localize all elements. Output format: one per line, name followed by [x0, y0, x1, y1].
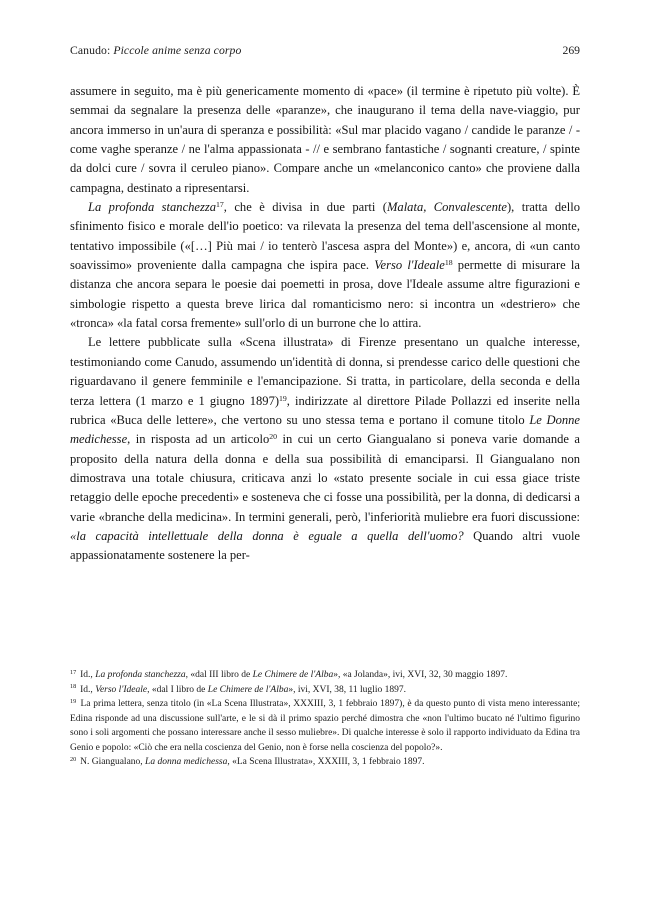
running-head-title	[70, 44, 241, 57]
page-number: 269	[562, 44, 580, 57]
text-run: Id.,	[77, 670, 96, 680]
paragraph-2	[70, 198, 580, 333]
paragraph-3	[70, 333, 580, 565]
italic-run: Verso l'Ideale	[95, 684, 148, 695]
footnote-18	[70, 683, 580, 698]
italic-run: Le Donne medichesse	[70, 412, 581, 447]
text-run: , in risposta ad un articolo	[127, 432, 270, 447]
footnote-reference[interactable]: 20	[269, 432, 278, 442]
paragraph-1	[70, 82, 580, 198]
running-head	[70, 44, 580, 62]
text-run: N. Giangualano,	[77, 757, 146, 768]
footnotes-block	[70, 668, 580, 770]
footnote-reference[interactable]: 18	[444, 258, 453, 268]
italic-run: «la capacità intellettuale della donna è eguale a quella dell'uomo?	[70, 528, 464, 543]
running-head-author: Canudo:	[70, 44, 114, 57]
text-run: », ivi, XVI, 38, 11 luglio 1897.	[288, 684, 406, 695]
italic-run: La donna medichessa	[145, 757, 228, 768]
body-text	[70, 82, 580, 566]
footnote-reference[interactable]: 19	[279, 393, 287, 403]
text-run: permette di misurare la distanza che ancora separa le poesie dai poemetti in prosa, dove l'Ideale assume altre figurazioni e simbologie rispetto a questa breve lirica dal romanticismo nero: si incontra un «destriero» che «tronca» «la fatal corsa fremente» sull'orlo di un burrone che lo attira.	[70, 258, 580, 331]
footnote-marker: 17	[70, 668, 77, 676]
italic-run: Le Chimere de l'Alba	[252, 670, 334, 680]
footnote-marker: 19	[70, 697, 77, 705]
footnote-17	[70, 668, 580, 683]
footnote-marker: 20	[70, 756, 77, 764]
text-run: , «dal I libro de	[147, 684, 208, 695]
footnote-marker: 18	[70, 683, 77, 691]
text-run: in cui un certo Giangualano si poneva varie domande a proposito della natura della donna e della sua possibilità di emanciparsi. Il Giangualano non dimostrava una totale chiusura, criticava anzi lo «stato presente sociale in cui essa giace triste retaggio delle epoche precedenti» e sosteneva che ci fosse una possibilità, per la donna, di dedicarsi a varie «branche della medicina». In termini generali, però, l'inferiorità muliebre era fuori discussione:	[70, 432, 580, 524]
text-run: Id.,	[77, 684, 96, 695]
text-run: , «dal III libro de	[185, 670, 253, 680]
text-run: », «a Jolanda», ivi, XVI, 32, 30 maggio 1897.	[333, 670, 508, 680]
text-run: Quando altri vuole appassionatamente sostenere la per-	[70, 528, 580, 563]
text-run: , indirizzate al direttore Pilade Pollazzi ed inserite nella rubrica «Buca delle lettere», che vertono su uno stessa tema e portano il comune titolo	[70, 393, 580, 427]
footnote-20	[70, 755, 580, 770]
text-run: , «La Scena Illustrata», XXXIII, 3, 1 febbraio 1897.	[227, 757, 425, 768]
italic-run: Verso l'Ideale	[374, 258, 445, 273]
text-run: assumere in seguito, ma è più genericamente momento di «pace» (il termine è ripetuto più volte). È semmai da segnalare la presenza delle «paranze», che inaugurano il tema della nave-viaggio, pur ancora immerso in un'aura di speranza e possibilità: «Sul mar placido vagano / candide le paranze / - come vaghe speranze / ne l'alma appassionata - // e sembrano fantastiche / sognanti creature, / spinte da dolci cure / sovra il ceruleo piano». Compare anche un «melanconico canto» che proviene dalla campagna, destinato a ripresentarsi.	[70, 84, 580, 195]
text-run: , che è divisa in due parti (	[223, 200, 387, 215]
italic-run: Le Chimere de l'Alba	[207, 684, 289, 695]
running-head-work-title: Piccole anime senza corpo	[113, 44, 242, 57]
italic-run: La profonda stanchezza	[88, 200, 217, 215]
italic-run: La profonda stanchezza	[95, 670, 186, 680]
text-run: ), tratta dello sfinimento fisico e morale dell'io poetico: va rilevata la presenza del tema dell'ascensione al monte, tentativo impossibile («[…] Più mai / io tenterò l'ascesa aspra del Monte») e, ancora, di «un canto soavissimo» proveniente dalla campagna che ispira pace.	[70, 200, 580, 273]
text-run: Le lettere pubblicate sulla «Scena illustrata» di Firenze presentano un qualche interesse, testimoniando come Canudo, assumendo un'identità di donna, si prendesse carico delle questioni che riguardavano il genere femminile e l'emancipazione. Si tratta, in particolare, della seconda e della terza lettera (1 marzo e 1 giugno 1897)	[70, 335, 580, 408]
footnote-reference[interactable]: 17	[216, 200, 224, 210]
italic-run: Malata, Convalescente	[386, 200, 507, 215]
text-run: La prima lettera, senza titolo (in «La Scena Illustrata», XXXIII, 3, 1 febbraio 1897), è da questo punto di vista meno interessante; Edina risponde ad una discussione sull'arte, e le si dà il primo spazio perché dimostra che «non l'ultimo bucato né l'ultimo figurino sono i soli argomenti che possano interessare anche il sesso muliebre». Di qualche interesse è solo il rapporto individuato da Edina tra Genio e popolo: «Ciò che era nella coscienza del Genio, non è forse nella coscienza del popolo?».	[70, 699, 580, 753]
footnote-19	[70, 697, 580, 755]
